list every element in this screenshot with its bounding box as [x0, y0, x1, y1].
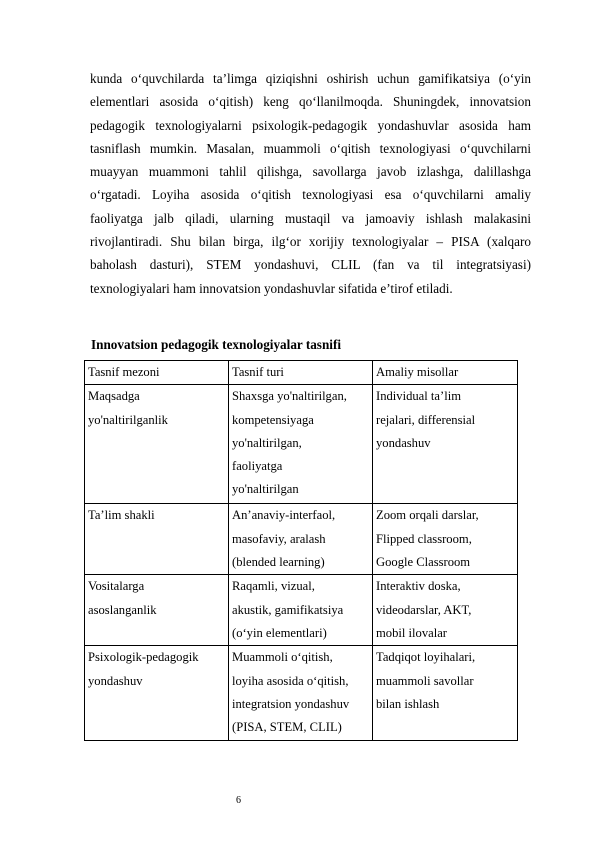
table-row	[85, 646, 518, 741]
cell-criterion	[85, 385, 229, 504]
cell-line: Zoom orqali darslar,	[376, 508, 479, 523]
table-row	[85, 385, 518, 504]
cell-line: kompetensiyaga	[232, 412, 314, 427]
cell-type	[229, 504, 373, 575]
cell-criterion	[85, 575, 229, 646]
header-cell-criterion: Tasnif mezoni	[85, 361, 229, 385]
cell-line: yo'naltirilganlik	[88, 412, 168, 427]
cell-line: yo'naltirilgan	[232, 482, 299, 497]
cell-examples	[373, 385, 518, 504]
cell-line: rejalari, differensial	[376, 412, 476, 427]
cell-line: akustik, gamifikatsiya	[232, 602, 344, 617]
cell-line: faoliyatga	[232, 459, 283, 474]
cell-line: Raqamli, vizual,	[232, 579, 315, 594]
cell-type	[229, 575, 373, 646]
table-row	[85, 575, 518, 646]
cell-line: Muammoli o‘qitish,	[232, 650, 333, 665]
cell-line: masofaviy, aralash	[232, 531, 326, 546]
cell-line: Ta’lim shakli	[88, 508, 155, 523]
cell-criterion	[85, 504, 229, 575]
cell-line: An’anaviy-interfaol,	[232, 508, 336, 523]
cell-line: yo'naltirilgan,	[232, 435, 302, 450]
body-paragraph: kunda o‘quvchilarda ta’limga qiziqishni oshirish uchun gamifikatsiya (o‘yin elementlari asosida o‘qitish) keng qo‘llanilmoqda. Shuningdek, innovatsion pedagogik texnologiyalarni psixologik-pedagogik yondashuvlar asosida ham tasniflash mumkin. Masalan, muammoli o‘qitish texnologiyasi o‘quvchilarni muayyan muammoni tahlil qilishga, savollarga javob izlashga, dalillashga o‘rgatadi. Loyiha asosida o‘qitish texnologiyasi esa o‘quvchilarni amaliy faoliyatga jalb qiladi, ularning mustaqil va jamoaviy ishlash malakasini rivojlantiradi. Shu bilan birga, ilg‘or xorijiy texnologiyalar – PISA (xalqaro baholash dasturi), STEM yondashuvi, CLIL (fan va til integratsiyasi) texnologiyalari ham innovatsion yondashuvlar sifatida e’tirof etiladi.	[90, 71, 531, 296]
cell-line: Tadqiqot loyihalari,	[376, 650, 476, 665]
cell-type	[229, 646, 373, 741]
cell-line: Shaxsga yo'naltirilgan,	[232, 389, 347, 404]
cell-line: Flipped classroom,	[376, 531, 472, 546]
cell-line: (o‘yin elementlari)	[232, 625, 327, 640]
cell-line: bilan ishlash	[376, 696, 440, 711]
cell-criterion	[85, 646, 229, 741]
header-cell-examples: Amaliy misollar	[373, 361, 518, 385]
cell-line: Psixologik-pedagogik	[88, 650, 199, 665]
cell-line: yondashuv	[88, 673, 143, 688]
cell-line: yondashuv	[376, 435, 431, 450]
table-title: Innovatsion pedagogik texnologiyalar tasnifi	[91, 337, 341, 352]
page-number: 6	[236, 795, 241, 806]
cell-line: videodarslar, AKT,	[376, 602, 472, 617]
table-header-row	[85, 361, 518, 385]
cell-examples	[373, 504, 518, 575]
cell-line: mobil ilovalar	[376, 625, 447, 640]
cell-line: asoslanganlik	[88, 602, 157, 617]
classification-table	[84, 360, 518, 741]
cell-line: Vositalarga	[88, 579, 145, 594]
cell-examples	[373, 646, 518, 741]
cell-line: integratsion yondashuv	[232, 696, 350, 711]
cell-line: muammoli savollar	[376, 673, 474, 688]
cell-line: Individual ta’lim	[376, 389, 461, 404]
cell-examples	[373, 575, 518, 646]
cell-line: Maqsadga	[88, 389, 140, 404]
cell-line: loyiha asosida o‘qitish,	[232, 673, 349, 688]
cell-type	[229, 385, 373, 504]
table-row	[85, 504, 518, 575]
cell-line: Interaktiv doska,	[376, 579, 461, 594]
cell-line: (blended learning)	[232, 554, 325, 569]
cell-line: (PISA, STEM, CLIL)	[232, 720, 342, 735]
header-cell-type: Tasnif turi	[229, 361, 373, 385]
cell-line: Google Classroom	[376, 554, 471, 569]
